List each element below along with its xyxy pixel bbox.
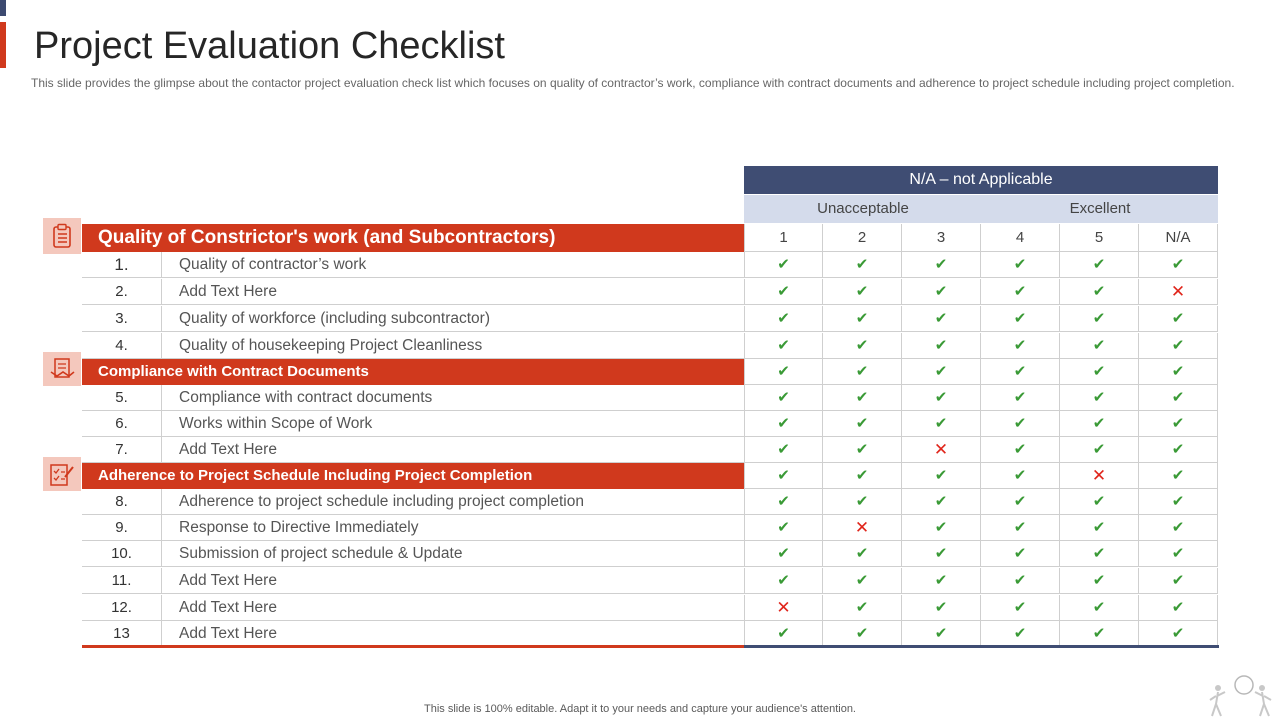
rating-cell: [1060, 252, 1139, 278]
check-icon: ✔: [934, 256, 948, 273]
rating-cell: [744, 541, 823, 567]
check-icon: ✔: [1171, 256, 1185, 273]
corner-accent: [0, 0, 6, 16]
check-icon: ✔: [777, 625, 790, 642]
rating-cell: [823, 437, 902, 463]
row-label: Compliance with contract documents: [162, 385, 744, 411]
page-subtitle: This slide provides the glimpse about the contactor project evaluation check list which focuses on quality of contractor’s work, compliance with contract documents and adherence to project schedule including project completion.: [31, 76, 1235, 90]
row-label: Quality of workforce (including subcontractor): [162, 306, 744, 332]
rating-cell: [823, 568, 902, 594]
row-number: 7.: [82, 437, 162, 463]
rating-cell: [1139, 595, 1218, 621]
rating-cell: [1139, 437, 1218, 463]
check-icon: ✔: [1171, 441, 1185, 458]
rating-cell: [1060, 463, 1139, 489]
rating-cell: [902, 568, 981, 594]
check-icon: ✔: [777, 519, 790, 536]
section-header-3: Adherence to Project Schedule Including Project Completion: [82, 463, 744, 489]
rating-cell: [744, 279, 823, 305]
row-label: Quality of housekeeping Project Cleanliness: [162, 333, 744, 359]
rating-cell: [744, 306, 823, 332]
check-icon: ✔: [1092, 625, 1106, 642]
rating-cell: [823, 411, 902, 437]
row-number: 13: [82, 621, 162, 647]
rating-cell: [902, 306, 981, 332]
check-icon: ✔: [1092, 310, 1106, 327]
check-icon: ✔: [1013, 389, 1027, 406]
rating-cell: [902, 437, 981, 463]
na-header: N/A – not Applicable: [744, 166, 1218, 194]
rating-cell: [1139, 489, 1218, 515]
check-icon: ✔: [855, 545, 869, 562]
rating-cell: [981, 541, 1060, 567]
rating-cell: [902, 463, 981, 489]
check-icon: ✔: [855, 599, 869, 616]
check-icon: ✔: [934, 415, 948, 432]
table-bottom-border-left: [82, 645, 744, 648]
rating-column-3: 3: [902, 224, 981, 252]
check-icon: ✔: [777, 493, 790, 510]
check-icon: ✔: [855, 310, 869, 327]
row-number: 4.: [82, 333, 162, 359]
row-number: 6.: [82, 411, 162, 437]
check-icon: ✔: [934, 389, 948, 406]
rating-cell: [902, 411, 981, 437]
rating-cell: [981, 621, 1060, 647]
rating-cell: [981, 385, 1060, 411]
rating-cell: [902, 621, 981, 647]
clipboard-icon: [51, 223, 73, 249]
rating-cell: [744, 568, 823, 594]
check-icon: ✔: [934, 599, 948, 616]
rating-cell: [744, 621, 823, 647]
rating-cell: [1139, 463, 1218, 489]
rating-cell: [744, 489, 823, 515]
rating-cell: [823, 279, 902, 305]
rating-cell: [823, 541, 902, 567]
rating-cell: [1060, 515, 1139, 541]
handshake-document-icon: [49, 357, 75, 381]
check-icon: ✔: [777, 572, 790, 589]
rating-cell: [1139, 279, 1218, 305]
rating-cell: [902, 515, 981, 541]
row-label: Add Text Here: [162, 437, 744, 463]
rating-cell: [1060, 306, 1139, 332]
rating-cell: [823, 463, 902, 489]
check-icon: ✔: [1092, 337, 1106, 354]
check-icon: ✔: [934, 493, 948, 510]
check-icon: ✔: [1171, 519, 1185, 536]
row-number: 1.: [82, 252, 162, 278]
check-icon: ✔: [934, 519, 948, 536]
cross-icon: ✕: [933, 440, 949, 459]
row-label: Add Text Here: [162, 621, 744, 647]
check-icon: ✔: [1171, 599, 1185, 616]
row-label: Add Text Here: [162, 595, 744, 621]
check-icon: ✔: [1171, 337, 1185, 354]
check-icon: ✔: [1013, 283, 1027, 300]
rating-cell: [902, 385, 981, 411]
row-number: 8.: [82, 489, 162, 515]
check-icon: ✔: [1013, 363, 1027, 380]
row-label: Submission of project schedule & Update: [162, 541, 744, 567]
check-icon: ✔: [855, 283, 869, 300]
rating-column-2: 2: [823, 224, 902, 252]
rating-cell: [823, 306, 902, 332]
rating-cell: [981, 489, 1060, 515]
check-icon: ✔: [1013, 572, 1027, 589]
check-icon: ✔: [1013, 625, 1027, 642]
rating-cell: [902, 541, 981, 567]
title-accent-bar: [0, 22, 6, 68]
rating-cell: [744, 515, 823, 541]
check-icon: ✔: [1171, 310, 1185, 327]
check-icon: ✔: [1092, 363, 1106, 380]
section-icon-2: [43, 352, 81, 386]
rating-cell: [1060, 437, 1139, 463]
check-icon: ✔: [777, 337, 790, 354]
section-header-2: Compliance with Contract Documents: [82, 359, 744, 385]
rating-cell: [981, 359, 1060, 385]
check-icon: ✔: [1092, 599, 1106, 616]
rating-column-6: N/A: [1139, 224, 1218, 252]
check-icon: ✔: [1013, 310, 1027, 327]
rating-cell: [1060, 359, 1139, 385]
row-number: 11.: [82, 568, 162, 594]
rating-column-1: 1: [744, 224, 823, 252]
rating-cell: [823, 333, 902, 359]
footer-note: This slide is 100% editable. Adapt it to your needs and capture your audience's attention.: [424, 703, 856, 715]
check-icon: ✔: [1171, 467, 1185, 484]
check-icon: ✔: [934, 625, 948, 642]
rating-cell: [744, 333, 823, 359]
rating-cell: [1060, 595, 1139, 621]
check-icon: ✔: [1171, 415, 1185, 432]
rating-cell: [1139, 411, 1218, 437]
rating-cell: [1060, 568, 1139, 594]
section-icon-3: [43, 457, 81, 491]
rating-cell: [1139, 306, 1218, 332]
row-number: 3.: [82, 306, 162, 332]
row-number: 12.: [82, 595, 162, 621]
check-icon: ✔: [1013, 467, 1027, 484]
rating-cell: [902, 359, 981, 385]
check-icon: ✔: [855, 363, 869, 380]
table-bottom-border-right: [744, 645, 1219, 648]
rating-cell: [902, 279, 981, 305]
check-icon: ✔: [1092, 415, 1106, 432]
rating-cell: [1139, 568, 1218, 594]
rating-cell: [744, 385, 823, 411]
check-icon: ✔: [1171, 493, 1185, 510]
section-icon-1: [43, 218, 81, 254]
rating-cell: [981, 437, 1060, 463]
check-icon: ✔: [934, 545, 948, 562]
rating-cell: [823, 515, 902, 541]
rating-cell: [981, 333, 1060, 359]
rating-cell: [1060, 411, 1139, 437]
row-label: Response to Directive Immediately: [162, 515, 744, 541]
excellent-label: Excellent: [1069, 200, 1131, 217]
rating-cell: [902, 489, 981, 515]
check-icon: ✔: [777, 415, 790, 432]
rating-cell: [823, 359, 902, 385]
check-icon: ✔: [1013, 256, 1027, 273]
schedule-checklist-icon: [49, 461, 75, 487]
check-icon: ✔: [855, 389, 869, 406]
check-icon: ✔: [934, 310, 948, 327]
rating-cell: [1060, 333, 1139, 359]
check-icon: ✔: [777, 441, 790, 458]
check-icon: ✔: [1092, 519, 1106, 536]
rating-cell: [1139, 541, 1218, 567]
rating-cell: [744, 359, 823, 385]
rating-cell: [823, 489, 902, 515]
check-icon: ✔: [855, 441, 869, 458]
check-icon: ✔: [1171, 545, 1185, 562]
rating-cell: [744, 411, 823, 437]
check-icon: ✔: [1013, 337, 1027, 354]
rating-cell: [981, 252, 1060, 278]
rating-cell: [981, 595, 1060, 621]
check-icon: ✔: [1013, 441, 1027, 458]
rating-cell: [902, 333, 981, 359]
check-icon: ✔: [1171, 572, 1185, 589]
row-label: Add Text Here: [162, 279, 744, 305]
rating-cell: [1060, 385, 1139, 411]
rating-cell: [902, 252, 981, 278]
rating-cell: [981, 306, 1060, 332]
rating-cell: [1139, 621, 1218, 647]
page-title: Project Evaluation Checklist: [34, 25, 505, 67]
check-icon: ✔: [1013, 519, 1027, 536]
check-icon: ✔: [777, 283, 790, 300]
rating-cell: [981, 515, 1060, 541]
rating-cell: [1060, 279, 1139, 305]
row-label: Adherence to project schedule including project completion: [162, 489, 744, 515]
check-icon: ✔: [855, 467, 869, 484]
check-icon: ✔: [934, 467, 948, 484]
check-icon: ✔: [777, 467, 790, 484]
rating-cell: [744, 463, 823, 489]
row-label: Quality of contractor’s work: [162, 252, 744, 278]
rating-cell: [1139, 385, 1218, 411]
check-icon: ✔: [1171, 625, 1185, 642]
row-number: 2.: [82, 279, 162, 305]
check-icon: ✔: [1171, 363, 1185, 380]
cross-icon: ✕: [1091, 466, 1107, 485]
rating-cell: [823, 595, 902, 621]
check-icon: ✔: [934, 572, 948, 589]
check-icon: ✔: [1013, 493, 1027, 510]
check-icon: ✔: [855, 415, 869, 432]
rating-column-4: 4: [981, 224, 1060, 252]
rating-cell: [744, 252, 823, 278]
rating-cell: [981, 279, 1060, 305]
row-label: Add Text Here: [162, 568, 744, 594]
rating-cell: [1060, 621, 1139, 647]
rating-cell: [981, 568, 1060, 594]
row-number: 10.: [82, 541, 162, 567]
check-icon: ✔: [1092, 441, 1106, 458]
section-header-1: Quality of Constrictor's work (and Subcontractors): [82, 224, 744, 252]
check-icon: ✔: [855, 337, 869, 354]
rating-column-5: 5: [1060, 224, 1139, 252]
rating-cell: [1060, 489, 1139, 515]
cross-icon: ✕: [1170, 282, 1186, 301]
row-number: 5.: [82, 385, 162, 411]
check-icon: ✔: [1092, 545, 1106, 562]
check-icon: ✔: [855, 572, 869, 589]
check-icon: ✔: [1092, 256, 1106, 273]
rating-cell: [823, 621, 902, 647]
check-icon: ✔: [855, 493, 869, 510]
check-icon: ✔: [1013, 599, 1027, 616]
check-icon: ✔: [1092, 283, 1106, 300]
rating-cell: [1139, 333, 1218, 359]
rating-cell: [744, 595, 823, 621]
check-icon: ✔: [934, 363, 948, 380]
rating-cell: [981, 463, 1060, 489]
cross-icon: ✕: [776, 598, 791, 617]
check-icon: ✔: [777, 310, 790, 327]
rating-cell: [1060, 541, 1139, 567]
rating-cell: [1139, 515, 1218, 541]
check-icon: ✔: [934, 283, 948, 300]
rating-cell: [1139, 359, 1218, 385]
rating-cell: [823, 385, 902, 411]
check-icon: ✔: [1092, 389, 1106, 406]
check-icon: ✔: [855, 256, 869, 273]
rating-cell: [1139, 252, 1218, 278]
unacceptable-label: Unacceptable: [817, 200, 909, 217]
check-icon: ✔: [934, 337, 948, 354]
check-icon: ✔: [1171, 389, 1185, 406]
rating-cell: [744, 437, 823, 463]
check-icon: ✔: [1092, 572, 1106, 589]
rating-cell: [902, 595, 981, 621]
rating-cell: [823, 252, 902, 278]
row-label: Works within Scope of Work: [162, 411, 744, 437]
check-icon: ✔: [1092, 493, 1106, 510]
check-icon: ✔: [777, 389, 790, 406]
check-icon: ✔: [1013, 545, 1027, 562]
check-icon: ✔: [855, 625, 869, 642]
check-icon: ✔: [1013, 415, 1027, 432]
check-icon: ✔: [777, 363, 790, 380]
rating-cell: [981, 411, 1060, 437]
check-icon: ✔: [777, 545, 790, 562]
row-number: 9.: [82, 515, 162, 541]
check-icon: ✔: [777, 256, 790, 273]
cross-icon: ✕: [854, 518, 870, 537]
